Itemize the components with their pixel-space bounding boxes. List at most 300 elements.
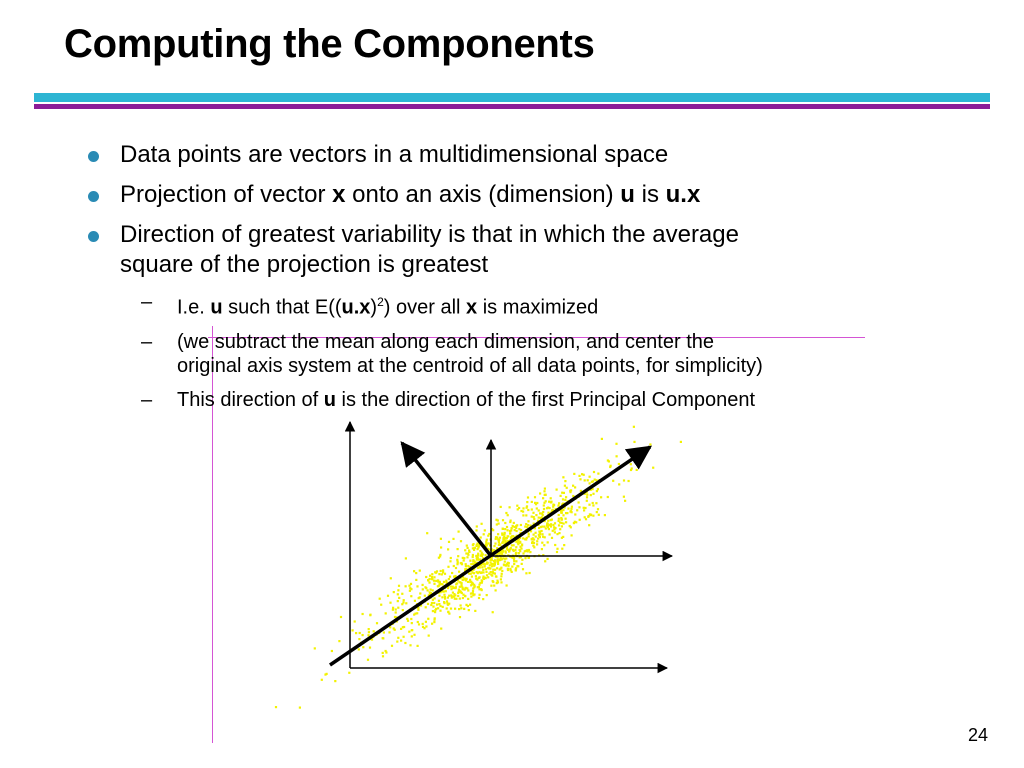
data-point [477,548,479,550]
data-point [425,621,427,623]
data-point [465,565,467,567]
data-point [554,527,556,529]
data-point [398,585,400,587]
data-point [340,616,342,618]
data-point [443,601,445,603]
data-point [536,502,538,504]
data-point [427,618,429,620]
data-point [448,578,450,580]
data-point [533,518,535,520]
data-point [429,591,431,593]
data-point [451,572,453,574]
data-point [465,604,467,606]
data-point [408,585,410,587]
data-point [535,536,537,538]
data-point [457,548,459,550]
data-point [392,609,394,611]
data-point [547,512,549,514]
data-point [503,564,505,566]
data-point [539,533,541,535]
data-point [410,618,412,620]
data-point [624,500,626,502]
data-point [476,559,478,561]
data-point [334,680,336,682]
data-point [597,488,599,490]
data-point [584,516,586,518]
data-point [453,593,455,595]
data-point [558,514,560,516]
data-point [417,609,419,611]
data-point [550,523,552,525]
data-point [466,545,468,547]
data-point [501,553,503,555]
data-point [570,526,572,528]
data-point [419,592,421,594]
data-point [505,512,507,514]
data-point [446,600,448,602]
data-point [472,572,474,574]
data-point [533,542,535,544]
data-point [460,604,462,606]
data-point [503,533,505,535]
bullet-text: Projection of vector [120,181,333,208]
data-point [505,557,507,559]
data-point [495,519,497,521]
data-point [428,635,430,637]
data-point [415,572,417,574]
data-point [484,529,486,531]
data-point [506,563,508,565]
data-point [560,495,562,497]
data-point [462,597,464,599]
data-point [440,583,442,585]
data-point [541,533,543,535]
data-point [382,655,384,657]
data-point [498,544,500,546]
data-point [401,593,403,595]
data-point [387,595,389,597]
data-point [554,531,556,533]
data-point [592,515,594,517]
data-point [563,544,565,546]
data-point [558,518,560,520]
data-point [478,597,480,599]
data-point [558,520,560,522]
data-point [497,533,499,535]
data-point [543,504,545,506]
data-point [472,587,474,589]
data-point [437,581,439,583]
data-point [510,569,512,571]
data-point [450,586,452,588]
data-point [379,598,381,600]
data-point [435,572,437,574]
data-point [470,573,472,575]
data-point [435,580,437,582]
data-point [569,511,571,513]
data-point [454,608,456,610]
data-point [433,619,435,621]
data-point [490,571,492,573]
data-point [497,561,499,563]
data-point [438,573,440,575]
data-point [485,554,487,556]
data-point [522,568,524,570]
data-point [527,496,529,498]
data-point [321,679,323,681]
data-point [493,585,495,587]
data-point [299,707,301,709]
data-point [478,584,480,586]
data-point [405,585,407,587]
data-point [446,607,448,609]
sub-bullet-text: ) [370,296,378,319]
data-point [415,579,417,581]
data-point [481,566,483,568]
data-point [589,513,591,515]
data-point [538,527,540,529]
data-point [482,598,484,600]
data-point [466,587,468,589]
superscript-2: 2 [377,295,384,309]
sub-bullet-text: I.e. [177,296,211,319]
data-point [563,492,565,494]
data-point [434,609,436,611]
data-point [484,577,486,579]
data-point [490,585,492,587]
data-point [472,556,474,558]
data-point [636,469,638,471]
data-point [522,552,524,554]
data-point [469,560,471,562]
data-point [442,606,444,608]
data-point [450,557,452,559]
data-point [447,587,449,589]
data-point [528,535,530,537]
data-point [631,467,633,469]
bullet-text: onto an axis (dimension) [345,181,621,208]
data-point [500,578,502,580]
data-point [449,576,451,578]
data-point [391,645,393,647]
data-point [473,560,475,562]
data-point [535,532,537,534]
data-point [368,628,370,630]
data-point [495,589,497,591]
data-point [422,623,424,625]
data-point [499,568,501,570]
data-point [565,518,567,520]
data-point [529,572,531,574]
page-number: 24 [967,725,988,745]
data-point [409,644,411,646]
data-point [612,480,614,482]
data-point [502,519,504,521]
data-point [525,514,527,516]
data-point [433,621,435,623]
data-point [324,674,326,676]
data-point [480,572,482,574]
data-point [569,491,571,493]
data-point [388,631,390,633]
data-point [493,560,495,562]
data-point [496,582,498,584]
data-point [588,524,590,526]
bullet-text: Data points are vectors in a multidimensional space [120,141,669,168]
data-point [355,632,357,634]
sub-bullet-text: ) over all [383,296,467,319]
data-point [411,635,413,637]
data-point [458,531,460,533]
data-point [380,604,382,606]
data-point [574,521,576,523]
data-point [427,603,429,605]
data-point [570,508,572,510]
data-point [467,581,469,583]
data-point [457,555,459,557]
data-point [467,598,469,600]
data-point [574,513,576,515]
data-point [489,564,491,566]
data-point [396,641,398,643]
data-point [615,443,617,445]
data-point [500,575,502,577]
data-point [513,550,515,552]
data-point [431,602,433,604]
data-point [543,544,545,546]
data-point [368,631,370,633]
data-point [501,534,503,536]
data-point [444,596,446,598]
data-point [518,507,520,509]
data-point [453,565,455,567]
data-point [433,602,435,604]
data-point [554,522,556,524]
data-point [590,494,592,496]
data-point [558,532,560,534]
data-point [567,508,569,510]
data-point [607,459,609,461]
sub-bullet-text: such that E(( [222,296,342,319]
data-point [354,620,356,622]
data-point [522,514,524,516]
data-point [487,576,489,578]
data-point [483,533,485,535]
data-point [348,672,350,674]
data-point [434,611,436,613]
data-point [532,545,534,547]
data-point [543,490,545,492]
data-point [513,544,515,546]
data-point [430,604,432,606]
data-point [536,507,538,509]
data-point [416,585,418,587]
data-point [466,556,468,558]
data-point [495,576,497,578]
data-point [559,528,561,530]
data-point [589,476,591,478]
data-point [424,586,426,588]
data-point [362,613,364,615]
data-point [463,557,465,559]
data-point [558,502,560,504]
data-point [541,530,543,532]
data-point [542,511,544,513]
bold-ux: u.x [341,296,371,319]
data-point [542,514,544,516]
data-point [439,610,441,612]
data-point [552,530,554,532]
data-point [515,560,517,562]
data-point [369,614,371,616]
data-point [576,509,578,511]
data-point [480,555,482,557]
data-point [515,546,517,548]
data-point [545,527,547,529]
data-point [458,608,460,610]
data-point [585,518,587,520]
data-point [431,578,433,580]
data-point [486,594,488,596]
data-point [452,538,454,540]
data-point [536,540,538,542]
data-point [406,618,408,620]
data-point [457,560,459,562]
data-point [510,537,512,539]
bold-x: x [466,296,478,319]
data-point [512,525,514,527]
data-point [383,631,385,633]
data-point [482,569,484,571]
data-point [533,534,535,536]
data-point [470,596,472,598]
data-point [397,607,399,609]
data-point [484,565,486,567]
data-point [448,595,450,597]
data-point [592,504,594,506]
data-point [507,529,509,531]
data-point [500,581,502,583]
data-point [452,587,454,589]
data-point [504,528,506,530]
data-point [500,506,502,508]
data-point [390,577,392,579]
data-point [398,597,400,599]
data-point [478,545,480,547]
data-point [517,565,519,567]
data-point [543,502,545,504]
data-point [407,620,409,622]
data-point [509,506,511,508]
data-point [498,523,500,525]
data-point [536,543,538,545]
data-point [558,524,560,526]
sub-bullet-dash: – [141,291,153,313]
data-point [458,571,460,573]
data-point [447,611,449,613]
data-point [518,552,520,554]
data-point [587,516,589,518]
data-point [509,530,511,532]
data-point [501,573,503,575]
data-point [425,625,427,627]
data-point [481,580,483,582]
data-point [459,616,461,618]
data-point [402,609,404,611]
data-point [470,593,472,595]
data-point [331,650,333,652]
data-point [465,563,467,565]
data-point [519,542,521,544]
data-point [544,488,546,490]
data-point [515,568,517,570]
data-point [395,608,397,610]
data-point [526,501,528,503]
data-point [492,572,494,574]
data-point [550,519,552,521]
data-point [521,544,523,546]
data-point [586,500,588,502]
data-point [522,537,524,539]
data-point [485,542,487,544]
data-point [495,536,497,538]
data-point [456,582,458,584]
data-point [467,547,469,549]
data-point [538,531,540,533]
data-point [520,529,522,531]
data-point [427,579,429,581]
data-point [552,509,554,511]
data-point [430,589,432,591]
data-point [444,573,446,575]
data-point [437,585,439,587]
data-point [400,640,402,642]
data-point [561,518,563,520]
data-point [554,544,556,546]
data-point [550,501,552,503]
data-point [443,581,445,583]
data-point [438,595,440,597]
data-point [481,523,483,525]
data-point [618,483,620,485]
data-point [486,574,488,576]
data-point [450,588,452,590]
data-point [445,580,447,582]
data-point [566,512,568,514]
data-point [520,548,522,550]
data-point [410,595,412,597]
data-point [525,523,527,525]
data-point [275,706,277,708]
data-point [522,507,524,509]
data-point [459,586,461,588]
data-point [463,588,465,590]
data-point [413,570,415,572]
data-point [520,524,522,526]
data-point [494,543,496,545]
data-point [534,496,536,498]
data-point [471,576,473,578]
data-point [424,595,426,597]
data-point [513,522,515,524]
data-point [513,558,515,560]
data-point [417,621,419,623]
data-point [460,607,462,609]
data-point [513,560,515,562]
data-point [397,637,399,639]
data-point [583,509,585,511]
data-point [509,521,511,523]
